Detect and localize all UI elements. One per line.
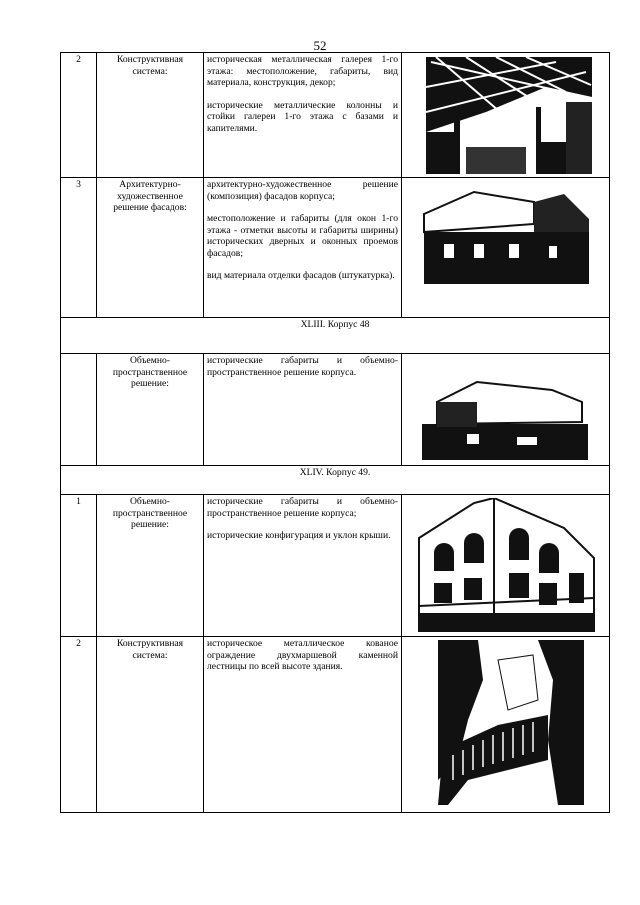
criterion-label: Архитектурно-художественное решение фасадов: xyxy=(97,178,204,318)
description-paragraph: исторические конфигурация и уклон крыши. xyxy=(207,530,391,541)
criterion-label: Конструктивная система: xyxy=(97,53,204,178)
description-paragraph: архитектурно-художественное решение (композиция) фасадов корпуса; xyxy=(207,179,398,202)
criterion-label: Объемно-пространственное решение: xyxy=(97,354,204,466)
section-row xyxy=(61,466,610,495)
feature-description xyxy=(204,637,402,813)
feature-description xyxy=(204,53,402,178)
description-paragraph: вид материала отделки фасадов (штукатурка). xyxy=(207,270,395,281)
feature-description xyxy=(204,178,402,318)
description-paragraph: исторические металлические колонны и стойки галереи 1-го этажа с базами и капителями. xyxy=(207,99,398,134)
page-number: 52 xyxy=(313,38,327,53)
building-49-photo-icon xyxy=(414,498,600,632)
criterion-label: Конструктивная система: xyxy=(97,637,204,813)
facade-photo-icon xyxy=(414,184,600,284)
description-paragraph: исторические габариты и объемно-пространственное решение корпуса; xyxy=(207,496,398,519)
row-number: 2 xyxy=(61,637,97,813)
photo-cell xyxy=(402,178,610,318)
criterion-label: Объемно-пространственное решение: xyxy=(97,495,204,637)
row-number: 3 xyxy=(61,178,97,318)
staircase-photo-icon xyxy=(438,640,584,805)
feature-description xyxy=(204,354,402,466)
photo-cell xyxy=(402,495,610,637)
table-row xyxy=(61,178,610,318)
photo-cell xyxy=(402,637,610,813)
table-row xyxy=(61,495,610,637)
row-number: 2 xyxy=(61,53,97,178)
row-number: 1 xyxy=(61,495,97,637)
table-row xyxy=(61,53,610,178)
description-paragraph: историческая металлическая галерея 1-го этажа: местоположение, габариты, вид материала, конструкция, декор; xyxy=(207,54,398,88)
table-row xyxy=(61,354,610,466)
row-number xyxy=(61,354,97,466)
protected-features-table xyxy=(60,52,610,813)
section-row xyxy=(61,318,610,354)
section-heading: XLIII. Корпус 48 xyxy=(61,318,610,354)
feature-description xyxy=(204,495,402,637)
description-paragraph: исторические габариты и объемно-пространственное решение корпуса. xyxy=(207,355,398,378)
photo-cell xyxy=(402,354,610,466)
building-48-photo-icon xyxy=(422,372,588,460)
photo-cell xyxy=(402,53,610,178)
gallery-photo-icon xyxy=(426,57,592,174)
table-row xyxy=(61,637,610,813)
description-paragraph: историческое металлическое кованое ограждение двухмаршевой каменной лестницы по всей высоте здания. xyxy=(207,638,398,672)
section-heading: XLIV. Корпус 49. xyxy=(61,466,610,495)
description-paragraph: местоположение и габариты (для окон 1-го этажа - отметки высоты и габариты ширины) исторических дверных и оконных проемов фасадов; xyxy=(207,213,398,259)
